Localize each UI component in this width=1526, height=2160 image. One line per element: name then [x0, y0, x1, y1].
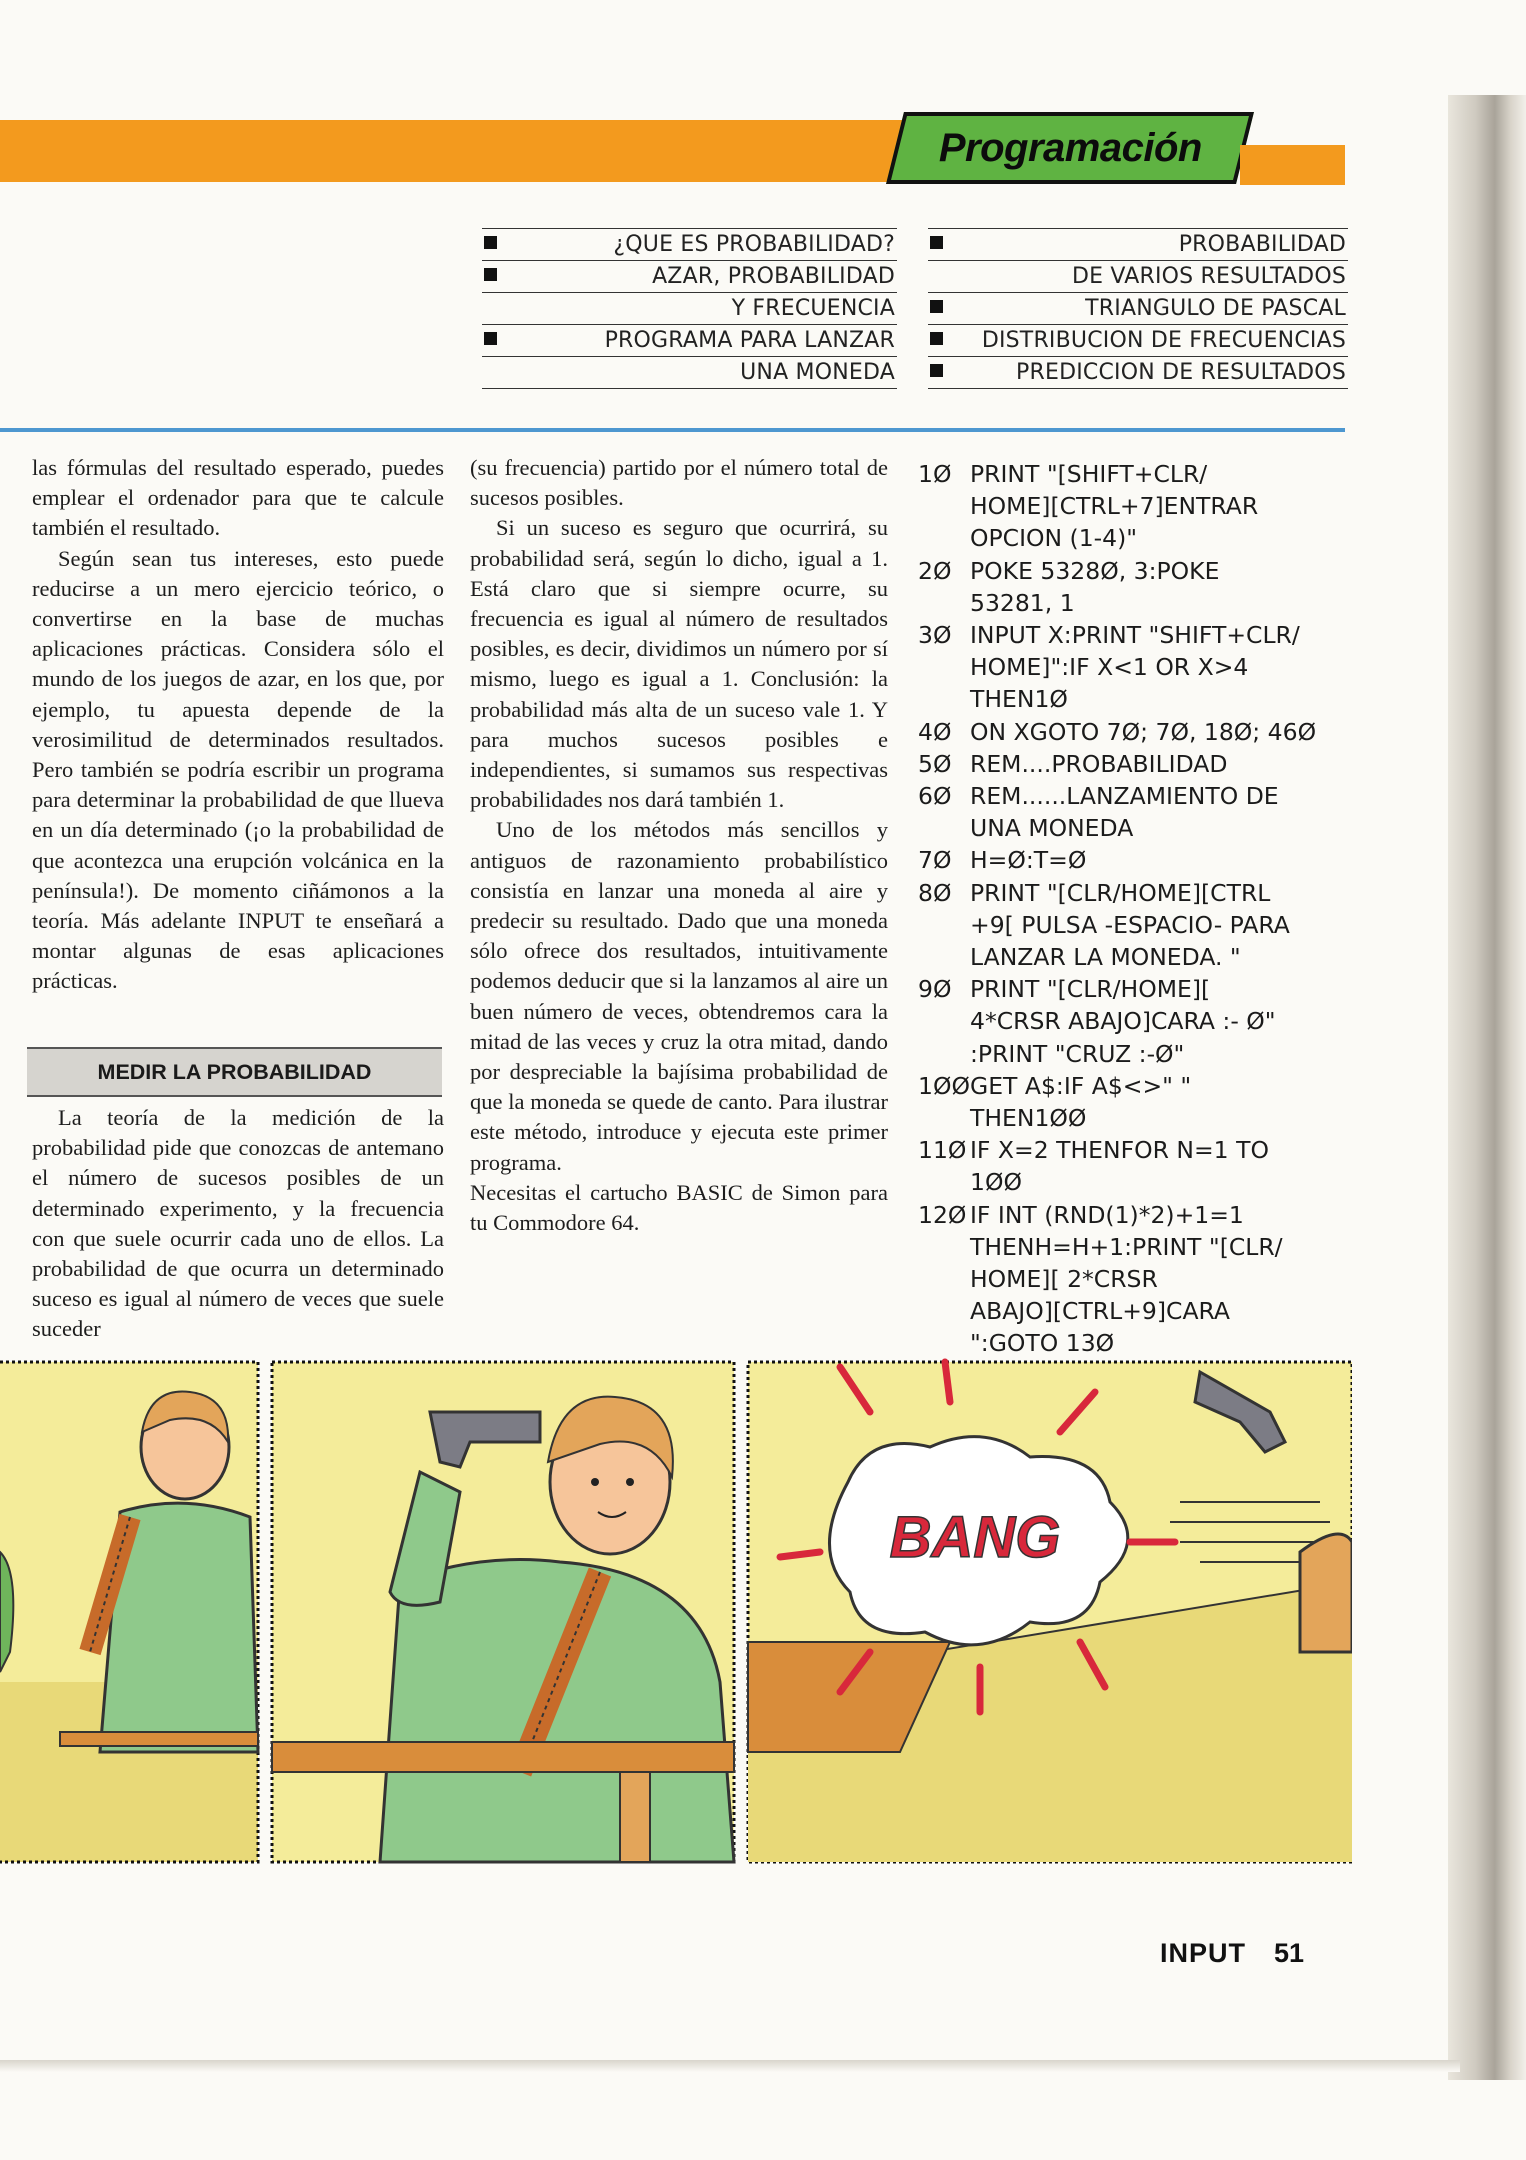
paragraph: (su frecuencia) partido por el número total de sucesos posibles. — [470, 455, 888, 511]
section-tag — [886, 112, 1254, 184]
panel-2 — [272, 1362, 734, 1862]
code-line — [918, 1070, 1348, 1134]
text-column-1-lower — [32, 1103, 444, 1345]
code-line — [918, 716, 1348, 748]
topics-left — [482, 228, 897, 389]
code-text: GET A$:IF A$<>" " THEN1ØØ — [970, 1071, 1192, 1133]
code-line — [918, 619, 1348, 716]
page-edge — [1448, 95, 1526, 2080]
line-number: 8Ø — [918, 878, 952, 907]
paragraph: Necesitas el cartucho BASIC de Simon para tu Commodore 64. — [470, 1179, 888, 1236]
header-banner-left — [0, 120, 905, 182]
page-shadow — [0, 2060, 1460, 2072]
paragraph: Uno de los métodos más sencillos y antiguos de razonamiento probabilístico consistía en lanzar una moneda al aire y predecir su resultado. Dado que una moneda sólo ofrece dos resultados, intuitivamente podemos deducir que si la lanzamos al aire un buen número de veces, obtendremos cara la mitad de las veces y cruz la otra mitad, dando por despreciable la bajísima probabilidad de que la moneda se quede de canto. Para ilustrar este método, introduce y ejecuta este primer programa. — [470, 817, 888, 1175]
line-number: 2Ø — [918, 556, 952, 585]
topic-item — [928, 292, 1348, 324]
code-line — [918, 844, 1348, 876]
square-bullet-icon — [930, 300, 943, 313]
code-line — [918, 748, 1348, 780]
square-bullet-icon — [930, 364, 943, 377]
line-number: 6Ø — [918, 782, 952, 811]
code-text: PRINT "[CLR/HOME][ 4*CRSR ABAJO]CARA :- Ø" :PRINT "CRUZ :-Ø" — [970, 975, 1276, 1068]
code-text: IF INT (RND(1)*2)+1=1 THENH=H+1:PRINT "[CLR/ HOME][ 2*CRSR ABAJO][CTRL+9]CARA ":GOTO 13Ø — [970, 1200, 1283, 1358]
publication-name: INPUT — [1160, 1938, 1246, 1968]
topic-item — [928, 324, 1348, 356]
paragraph: La teoría de la medición de la probabilidad pide que conozcas de antemano el número de sucesos posibles de un determinado experimento, y la frecuencia con que suele ocurrir cada uno de ellos. La probabilidad de que ocurra un determinado suceso es igual al número de veces que suele suceder — [32, 1105, 444, 1342]
code-line — [918, 1199, 1348, 1360]
line-number: 1Ø — [918, 460, 952, 488]
topic-label: PROBABILIDAD — [1178, 232, 1346, 257]
paragraph: Según sean tus intereses, esto puede reducirse a un mero ejercicio teórico, o convertirse en la base de muchas aplicaciones prácticas. Considera sólo el mundo de los juegos de azar, en los que, por ejemplo, tu apuesta depende de la verosimilitud de determinados resultados. Pero también se podría escribir un programa para determinar la probabilidad de que llueva en un día determinado (¡o la probabilidad de que acontezca una erupción volcánica en la península!). De momento ciñámonos a la teoría. Más adelante INPUT te enseñará a montar algunas de esas aplicaciones prácticas. — [32, 545, 444, 994]
code-line — [918, 555, 1348, 619]
section-tag-label: Programación — [938, 125, 1202, 170]
line-number: 11Ø — [918, 1136, 967, 1165]
square-bullet-icon — [484, 332, 497, 345]
paragraph: Si un suceso es seguro que ocurrirá, su probabilidad será, según lo dicho, igual a 1. Está claro que si siempre ocurre, su frecuencia es igual al número de resultados posibles, es decir, dividimos un número por sí mismo, luego es igual a 1. Conclusión: la probabilidad más alta de un suceso vale 1. Y para muchos sucesos posibles e independientes, si sumamos sus respectivas probabilidades nos dará también 1. — [470, 515, 888, 813]
topic-item — [482, 356, 897, 389]
paragraph: las fórmulas del resultado esperado, puedes emplear el ordenador para que te calcule también el resultado. — [32, 455, 444, 541]
topic-label: DE VARIOS RESULTADOS — [1071, 264, 1346, 289]
line-number: 5Ø — [918, 749, 952, 778]
topic-label: TRIANGULO DE PASCAL — [1085, 296, 1346, 321]
code-text: REM....PROBABILIDAD — [970, 749, 1228, 778]
header-rule — [0, 428, 1345, 432]
header-banner-right — [1240, 145, 1345, 185]
code-text: REM......LANZAMIENTO DE UNA MONEDA — [970, 782, 1279, 843]
code-text: ON XGOTO 7Ø; 7Ø, 18Ø; 46Ø — [970, 717, 1317, 746]
topic-label: UNA MONEDA — [740, 360, 895, 385]
topic-item — [928, 260, 1348, 292]
topic-item — [928, 356, 1348, 389]
person-head — [1300, 1534, 1352, 1652]
panel-1 — [0, 1362, 258, 1862]
code-text: INPUT X:PRINT "SHIFT+CLR/ HOME]":IF X<1 OR X>4 THEN1Ø — [970, 621, 1300, 714]
topic-item — [482, 228, 897, 260]
page-number: 51 — [1274, 1938, 1305, 1968]
page-footer — [1160, 1938, 1304, 1969]
code-text: POKE 5328Ø, 3:POKE 53281, 1 — [970, 556, 1220, 617]
code-line — [918, 780, 1348, 844]
cartoon-strip — [0, 1352, 1352, 1872]
bang-text: BANG — [889, 1505, 1061, 1570]
square-bullet-icon — [930, 236, 943, 249]
topic-label: AZAR, PROBABILIDAD — [652, 264, 895, 289]
topic-item — [482, 260, 897, 292]
line-number: 1ØØ — [918, 1071, 970, 1100]
text-column-1 — [32, 453, 444, 997]
topics-right — [928, 228, 1348, 389]
section-heading: MEDIR LA PROBABILIDAD — [27, 1047, 442, 1097]
topic-label: DISTRIBUCION DE FRECUENCIAS — [981, 328, 1346, 353]
code-text: H=Ø:T=Ø — [970, 846, 1087, 875]
topic-item — [928, 228, 1348, 260]
code-line — [918, 1134, 1348, 1198]
code-text: PRINT "[SHIFT+CLR/ HOME][CTRL+7]ENTRAR OPCION (1-4)" — [970, 460, 1259, 553]
line-number: 12Ø — [918, 1200, 967, 1229]
square-bullet-icon — [484, 268, 497, 281]
square-bullet-icon — [484, 236, 497, 249]
code-line — [918, 458, 1348, 555]
panel-3 — [748, 1362, 1352, 1862]
topic-label: ¿QUE ES PROBABILIDAD? — [613, 232, 895, 257]
topic-label: PROGRAMA PARA LANZAR — [604, 328, 895, 353]
topic-item — [482, 324, 897, 356]
line-number: 9Ø — [918, 975, 952, 1004]
code-text: PRINT "[CLR/HOME][CTRL +9[ PULSA -ESPACIO- PARA LANZAR LA MONEDA. " — [970, 878, 1290, 972]
line-number: 3Ø — [918, 621, 952, 650]
square-bullet-icon — [930, 332, 943, 345]
code-listing — [918, 458, 1348, 1360]
topic-item — [482, 292, 897, 324]
topic-label: PREDICCION DE RESULTADOS — [1016, 360, 1346, 385]
code-text: IF X=2 THENFOR N=1 TO 1ØØ — [970, 1136, 1269, 1197]
code-line — [918, 973, 1348, 1070]
topic-label: Y FRECUENCIA — [731, 296, 895, 321]
line-number: 4Ø — [918, 717, 952, 746]
code-line — [918, 877, 1348, 974]
line-number: 7Ø — [918, 846, 952, 875]
text-column-2 — [470, 453, 888, 1238]
